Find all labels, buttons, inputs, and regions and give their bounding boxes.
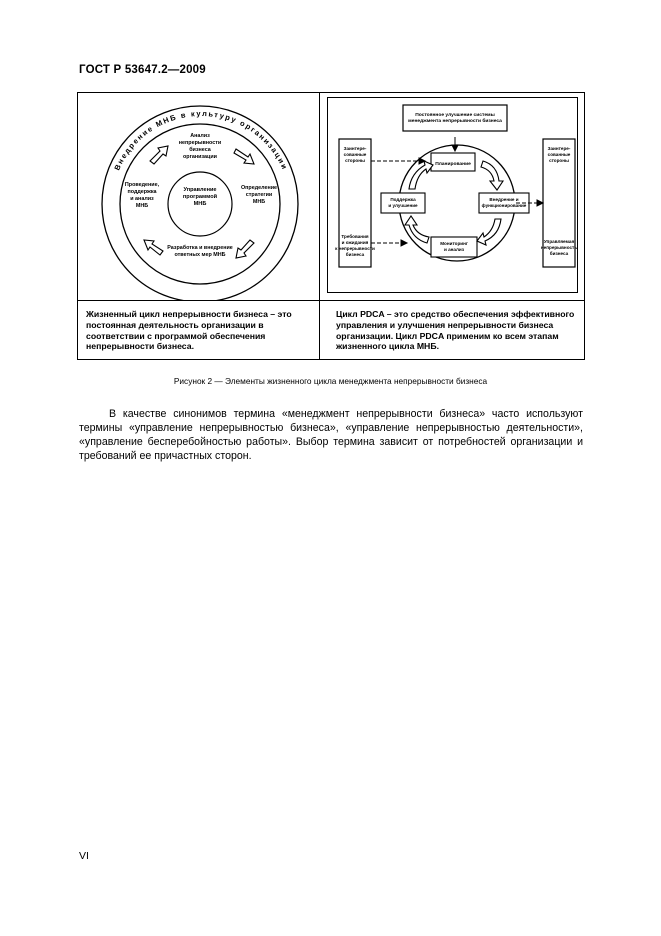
lifecycle-caption: Жизненный цикл непрерывности бизнеса – это постоянная деятельность организации в соответствии с программой обеспечения непрерывности бизнеса. bbox=[86, 309, 292, 352]
pdca-diagram bbox=[321, 93, 584, 300]
svg-text:Управляемаянепрерывностьбизнес: Управляемая непрерывность бизнеса bbox=[540, 239, 578, 256]
ring-text: Внедрение МНБ в культуру организации bbox=[112, 108, 290, 172]
figure-divider-vertical bbox=[319, 93, 320, 359]
lifecycle-diagram bbox=[78, 93, 319, 300]
svg-text:Поддержкаи улучшение: Поддержка и улучшение bbox=[388, 197, 418, 208]
svg-text:Планирование: Планирование bbox=[435, 162, 471, 167]
svg-text:ОпределениестратегииМНБ: Определение стратегии МНБ bbox=[240, 185, 278, 205]
svg-text:Разработка и внедрениеответных: Разработка и внедрение ответных мер МНБ bbox=[167, 245, 233, 258]
pdca-caption: Цикл PDCA – это средство обеспечения эффективного управления и улучшения непрерывности бизнеса организации. Цикл PDCA применим ко всем этапам жизненного цикла МНБ. bbox=[336, 309, 575, 352]
svg-text:Заинтере-сованныестороны: Заинтере-сованные стороны bbox=[547, 146, 571, 163]
paragraph-text: В качестве синонимов термина «менеджмент непрерывности бизнеса» часто используют термины «управление непрерывностью бизнеса», «управление непрерывностью деятельности», «управление бесперебойностью работы». Выбор термина зависит от потребностей организации и требований ее причастных сторон. bbox=[79, 408, 583, 462]
figure-2 bbox=[77, 92, 585, 360]
svg-text:Внедрение ифункционирование: Внедрение и функционирование bbox=[481, 197, 527, 208]
svg-text:Мониторинги анализ: Мониторинг и анализ bbox=[440, 241, 468, 252]
body-paragraph bbox=[79, 407, 583, 463]
document-header: ГОСТ Р 53647.2—2009 bbox=[79, 64, 206, 76]
page-number: VI bbox=[79, 850, 89, 862]
svg-text:УправлениепрограммойМНБ: Управление программой МНБ bbox=[182, 187, 218, 207]
svg-text:Проведение,поддержкаи анализМН: Проведение, поддержка и анализ МНБ bbox=[124, 182, 160, 209]
figure-caption: Рисунок 2 — Элементы жизненного цикла менеджмента непрерывности бизнеса bbox=[173, 376, 488, 386]
figure-divider-horizontal bbox=[78, 300, 584, 301]
svg-text:Анализнепрерывностибизнесаорга: Анализ непрерывности бизнеса организации bbox=[178, 133, 222, 160]
svg-text:Заинтере-сованныестороны: Заинтере-сованные стороны bbox=[343, 146, 367, 163]
svg-text:Требованияи ожиданияк непрерыв: Требования и ожидания к непрерывности бизнеса bbox=[335, 234, 375, 257]
svg-text:Постоянное улучшение системыме: Постоянное улучшение системы менеджмента непрерывности бизнеса bbox=[408, 113, 502, 124]
